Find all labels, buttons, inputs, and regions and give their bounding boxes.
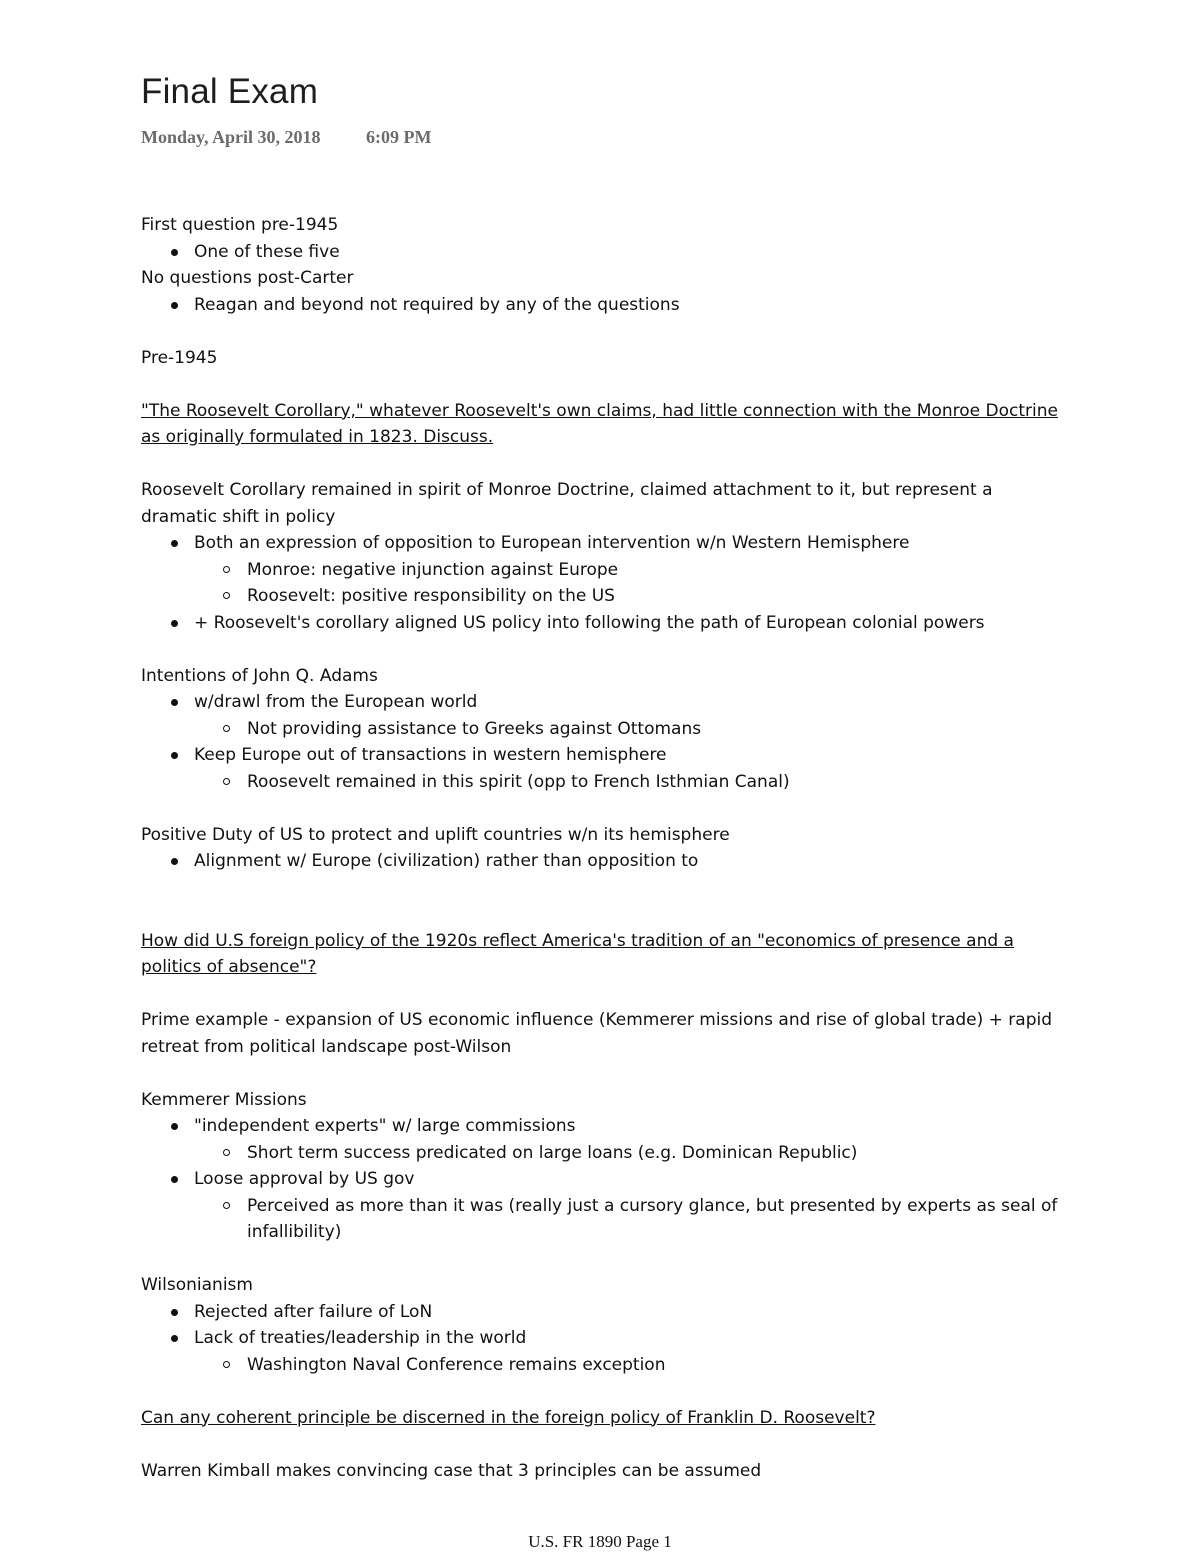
bullet-item: Alignment w/ Europe (civilization) rather than opposition to (141, 848, 1061, 875)
sub-bullet-item: Roosevelt: positive responsibility on the US (141, 583, 1061, 610)
page-title: Final Exam (141, 72, 319, 111)
bullet-item: One of these five (141, 239, 1061, 266)
note-body (141, 212, 1061, 1484)
note-line: Kemmerer Missions (141, 1089, 307, 1110)
sub-bullet-item: Washington Naval Conference remains exception (141, 1352, 1061, 1379)
answer-paragraph: Warren Kimball makes convincing case that 3 principles can be assumed (141, 1460, 762, 1481)
bullet-item: Both an expression of opposition to European intervention w/n Western Hemisphere (141, 530, 1061, 557)
note-line: Positive Duty of US to protect and uplift countries w/n its hemisphere (141, 824, 730, 845)
answer-paragraph: Prime example - expansion of US economic influence (Kemmerer missions and rise of global trade) + rapid retreat from political landscape post-Wilson (141, 1010, 1053, 1057)
bullet-item: Reagan and beyond not required by any of the questions (141, 292, 1061, 319)
bullet-item: Loose approval by US gov (141, 1166, 1061, 1193)
question-heading: "The Roosevelt Corollary," whatever Roosevelt's own claims, had little connection with the Monroe Doctrine as originally formulated in 1823. Discuss. (141, 400, 1058, 447)
sub-bullet-item: Perceived as more than it was (really just a cursory glance, but presented by experts as seal of infallibility) (141, 1193, 1061, 1246)
note-line: Intentions of John Q. Adams (141, 665, 378, 686)
bullet-list (141, 1113, 1061, 1246)
note-line: First question pre-1945 (141, 215, 339, 235)
sub-bullet-item: Roosevelt remained in this spirit (opp to French Isthmian Canal) (141, 769, 1061, 796)
bullet-item: w/drawl from the European world (141, 689, 1061, 716)
bullet-list (141, 1299, 1061, 1379)
question-heading: Can any coherent principle be discerned in the foreign policy of Franklin D. Roosevelt? (141, 1407, 876, 1428)
page-time: 6:09 PM (366, 127, 432, 147)
bullet-list (141, 292, 1061, 319)
bullet-list (141, 848, 1061, 875)
page-footer: U.S. FR 1890 Page 1 (528, 1532, 672, 1551)
sub-bullet-item: Not providing assistance to Greeks against Ottomans (141, 716, 1061, 743)
bullet-list (141, 530, 1061, 636)
bullet-item: Keep Europe out of transactions in western hemisphere (141, 742, 1061, 769)
note-line: No questions post-Carter (141, 268, 354, 288)
bullet-list (141, 689, 1061, 795)
note-line: Wilsonianism (141, 1275, 253, 1295)
sub-bullet-item: Monroe: negative injunction against Europe (141, 557, 1061, 584)
bullet-item: + Roosevelt's corollary aligned US policy into following the path of European colonial powers (141, 610, 1061, 637)
question-heading: How did U.S foreign policy of the 1920s reflect America's tradition of an "economics of presence and a politics of absence"? (141, 930, 1014, 977)
answer-paragraph: Roosevelt Corollary remained in spirit of Monroe Doctrine, claimed attachment to it, but represent a dramatic shift in policy (141, 480, 993, 527)
bullet-item: Lack of treaties/leadership in the world (141, 1325, 1061, 1352)
bullet-list (141, 239, 1061, 266)
bullet-item: Rejected after failure of LoN (141, 1299, 1061, 1326)
section-heading: Pre-1945 (141, 347, 218, 368)
bullet-item: "independent experts" w/ large commissions (141, 1113, 1061, 1140)
page-date: Monday, April 30, 2018 (141, 127, 321, 147)
sub-bullet-item: Short term success predicated on large loans (e.g. Dominican Republic) (141, 1140, 1061, 1167)
